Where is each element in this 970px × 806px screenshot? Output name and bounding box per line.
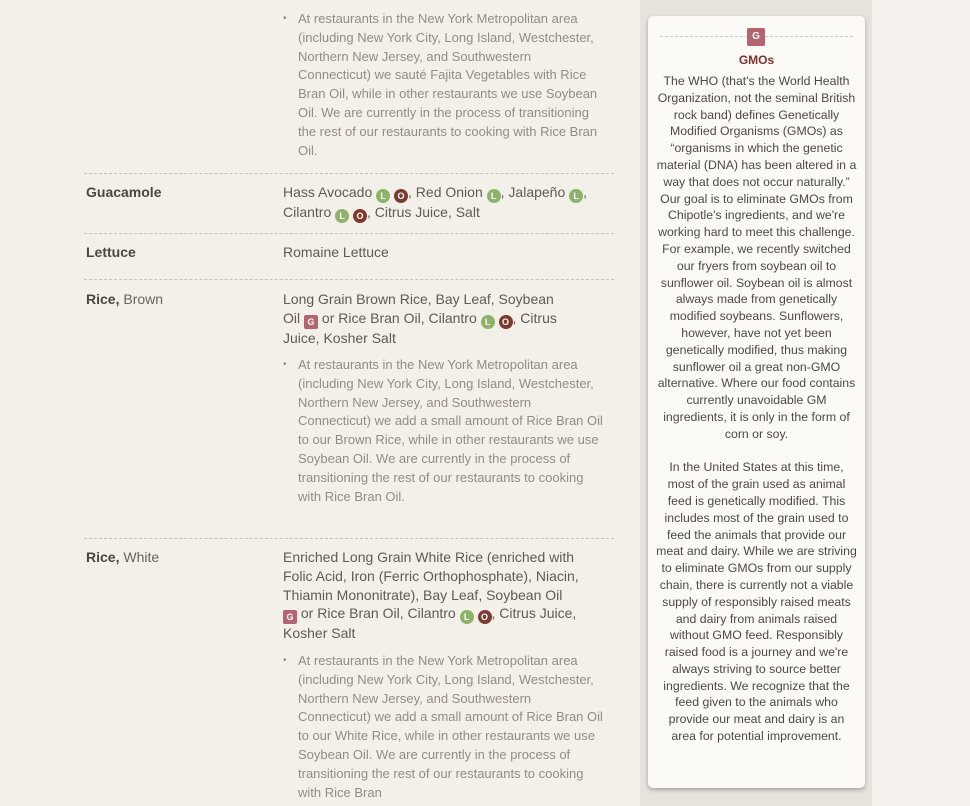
rice-brown-note (283, 356, 605, 506)
ingredients-rice-brown (283, 290, 605, 348)
fajita-note (283, 10, 605, 160)
ingredients-line: Oil G or Rice Bran Oil, Cilantro L O , Citrus (283, 309, 557, 327)
ingredient-name-rice-white: Rice, White (86, 549, 160, 565)
organic-icon: O (478, 610, 492, 624)
organic-icon: O (394, 189, 408, 203)
bullet: • (283, 13, 287, 24)
ingredients-lettuce: Romaine Lettuce (283, 244, 389, 260)
organic-icon: O (353, 209, 367, 223)
page-edge (872, 0, 970, 806)
ingredient-name-lettuce: Lettuce (86, 244, 136, 260)
card-title: GMOs (738, 53, 775, 67)
card-paragraph: The WHO (that's the World Health Organization, not the seminal British rock band) defines Genetically Modified Organisms (GMOs) as “organisms in which the genetic material (DNA) has been altered in a way that does not occur naturally.” Our goal is to eliminate GMOs from Chipotle's ingredients, and we're working hard to meet this challenge. For example, we recently switched our fryers from soybean oil to sunflower oil. Soybean oil is almost always made from genetically modified soybeans. Sunflowers, however, have not yet been genetically modified, thus making sunflower oil a great non-GMO alternative. Where our food contains currently unavoidable GM ingredients, it is only in the form of corn or soy. (656, 74, 857, 441)
note-text: At restaurants in the New York Metropolitan area (including New York City, Long Island, Westchester, Northern New Jersey, and Southwestern Connecticut) we add a small amount of Rice Bran Oil to our White Rice, while in other restaurants we use Soybean Oil. We are currently in the process of transitioning the rest of our restaurants to cooking with Rice Bran (298, 653, 603, 800)
ingredients-guacamole (283, 183, 613, 223)
local-icon: L (376, 189, 390, 203)
ingredients-line: Hass Avocado L O , Red Onion L , Jalapeño L , (283, 184, 588, 201)
ingredient-name-guacamole: Guacamole (86, 184, 162, 200)
row-divider (84, 173, 614, 174)
ingredients-line: Enriched Long Grain White Rice (enriched with (283, 549, 575, 565)
gmo-info-card (648, 16, 865, 788)
row-divider (84, 233, 614, 234)
organic-icon: O (499, 315, 513, 329)
bullet: • (283, 359, 287, 370)
local-icon: L (460, 610, 474, 624)
note-text: At restaurants in the New York Metropolitan area (including New York City, Long Island, Westchester, Northern New Jersey, and Southwestern Connecticut) we add a small amount of Rice Bran Oil to our Brown Rice, while in other restaurants we use Soybean Oil. We are currently in the process of transitioning the rest of our restaurants to cooking with Rice Bran Oil. (298, 357, 603, 504)
ingredients-line: G or Rice Bran Oil, Cilantro L O , Citrus Juice, (283, 604, 613, 624)
local-icon: L (481, 315, 495, 329)
ingredients-rice-white (283, 548, 613, 643)
rice-white-note (283, 652, 605, 802)
card-body (656, 73, 857, 745)
note-text: At restaurants in the New York Metropolitan area (including New York City, Long Island, Westchester, Northern New Jersey, and Southwestern Connecticut) we sauté Fajita Vegetables with Rice Bran Oil, while in other restaurants we use Soybean Oil. We are currently in the process of transitioning the rest of our restaurants to cooking with Rice Bran Oil. (298, 11, 598, 158)
row-divider (84, 538, 614, 539)
ingredients-line: Thiamin Mononitrate), Bay Leaf, Soybean Oil (283, 586, 563, 603)
ingredients-line: Kosher Salt (283, 625, 356, 642)
card-paragraph: In the United States at this time, most of the grain used as animal feed is genetically modified. This includes most of the grain used to feed the animals that provide our meat and dairy. While we are striving to eliminate GMOs from our supply chain, there is currently not a viable supply of responsibly raised meats and dairy from animals raised without GMO feed. Responsibly raised food is a journey and we're always striving to source better ingredients. We recognize that the feed given to the animals who provide our meat and dairy is an area for potential improvement. (656, 460, 857, 744)
ingredients-line: Long Grain Brown Rice, Bay Leaf, Soybean (283, 291, 554, 307)
row-divider (84, 279, 614, 280)
local-icon: L (335, 209, 349, 223)
local-icon: L (569, 189, 583, 203)
gmo-icon: G (283, 610, 297, 624)
gmo-icon: G (304, 315, 318, 329)
ingredients-line: Cilantro L O , Citrus Juice, Salt (283, 204, 480, 221)
ingredients-line: Folic Acid, Iron (Ferric Orthophosphate), Niacin, (283, 567, 579, 584)
gmo-icon: G (747, 28, 765, 46)
ingredient-name-rice-brown: Rice, Brown (86, 291, 164, 307)
bullet: • (283, 655, 287, 666)
local-icon: L (487, 189, 501, 203)
ingredients-line: Juice, Kosher Salt (283, 329, 396, 346)
